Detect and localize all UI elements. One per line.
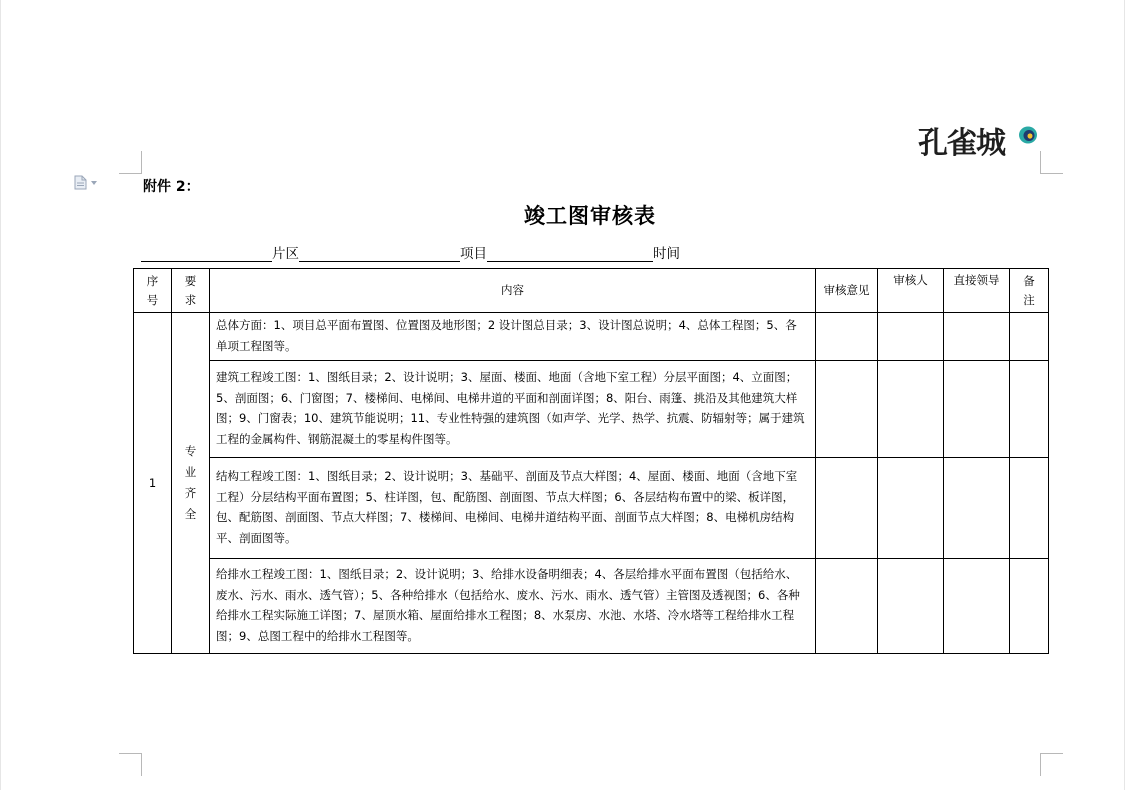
project-blank[interactable]: [299, 244, 460, 262]
info-line: [141, 242, 680, 262]
chevron-down-icon: [91, 181, 97, 185]
header-content: 内容: [210, 269, 816, 313]
remarks-cell[interactable]: [1010, 313, 1049, 361]
header-leader: 直接领导: [944, 269, 1010, 313]
time-blank[interactable]: [487, 244, 653, 262]
content-cell-plumbing: 给排水工程竣工图：1、图纸目录；2、设计说明；3、给排水设备明细表；4、各层给排水平面布置图（包括给水、废水、污水、雨水、透气管）；5、各种给排水（包括给水、废水、污水、雨水、透气管）主管图及透视图；6、各种给排水工程实际施工详图；7、屋顶水箱、屋面给排水工程图；8、水泵房、水池、水塔、冷水塔等工程给排水工程图；9、总图工程中的给排水工程图等。: [210, 559, 816, 654]
crop-mark-top-left: [119, 151, 142, 174]
remarks-cell[interactable]: [1010, 458, 1049, 559]
review-opinion-cell[interactable]: [816, 458, 878, 559]
table-row: [134, 458, 1049, 559]
review-opinion-cell[interactable]: [816, 361, 878, 458]
crop-mark-top-right: [1040, 151, 1063, 174]
leader-cell[interactable]: [944, 361, 1010, 458]
crop-mark-bottom-right: [1040, 753, 1063, 776]
seq-cell: 1: [134, 313, 172, 654]
table-row: [134, 361, 1049, 458]
crop-mark-bottom-left: [119, 753, 142, 776]
project-label: 项目: [460, 246, 487, 262]
paragraph-handle[interactable]: [74, 175, 97, 190]
content-cell-architecture: 建筑工程竣工图：1、图纸目录；2、设计说明；3、屋面、楼面、地面（含地下室工程）分层平面图；4、立面图；5、剖面图；6、门窗图；7、楼梯间、电梯间、电梯井道的平面和剖面详图；8、阳台、雨篷、挑沿及其他建筑大样图；9、门窗表；10、建筑节能说明；11、专业性特强的建筑图（如声学、光学、热学、抗震、防辐射等；属于建筑工程的金属构件、钢筋混凝土的零星构件图等。: [210, 361, 816, 458]
header-reviewer: 审核人: [878, 269, 944, 313]
company-logo: [918, 122, 1043, 164]
requirement-cell: 专业齐全: [172, 313, 210, 654]
leader-cell[interactable]: [944, 559, 1010, 654]
content-cell-structure: 结构工程竣工图：1、图纸目录；2、设计说明；3、基础平、剖面及节点大样图；4、屋面、楼面、地面（含地下室工程）分层结构平面布置图；5、柱详图，包、配筋图、剖面图、节点大样图；6、各层结构布置中的梁、板详图，包、配筋图、剖面图、节点大样图；7、楼梯间、电梯间、电梯井道结构平面、剖面节点大样图；8、电梯机房结构平、剖面图等。: [210, 458, 816, 559]
logo-text: 孔雀城: [918, 126, 1005, 161]
reviewer-cell[interactable]: [878, 559, 944, 654]
header-remarks: 备注: [1010, 269, 1049, 313]
page-title: 竣工图审核表: [524, 204, 656, 228]
leader-cell[interactable]: [944, 313, 1010, 361]
area-blank[interactable]: [141, 244, 272, 262]
reviewer-cell[interactable]: [878, 313, 944, 361]
header-requirement: 要求: [172, 269, 210, 313]
area-label: 片区: [272, 246, 299, 262]
document-icon: [74, 175, 87, 190]
table-row: [134, 313, 1049, 361]
reviewer-cell[interactable]: [878, 361, 944, 458]
time-label: 时间: [653, 246, 680, 262]
review-opinion-cell[interactable]: [816, 559, 878, 654]
remarks-cell[interactable]: [1010, 559, 1049, 654]
review-opinion-cell[interactable]: [816, 313, 878, 361]
review-table: [133, 268, 1049, 654]
reviewer-cell[interactable]: [878, 458, 944, 559]
table-header-row: [134, 269, 1049, 313]
attachment-label: 附件 2：: [143, 179, 200, 195]
content-cell-general: 总体方面：1、项目总平面布置图、位置图及地形图；2 设计图总目录；3、设计图总说明；4、总体工程图；5、各单项工程图等。: [210, 313, 816, 361]
remarks-cell[interactable]: [1010, 361, 1049, 458]
page-left-edge: [0, 0, 1, 790]
header-seq: 序号: [134, 269, 172, 313]
table-row: [134, 559, 1049, 654]
leader-cell[interactable]: [944, 458, 1010, 559]
peacock-feather-icon: [1016, 124, 1040, 148]
header-review-opinion: 审核意见: [816, 269, 878, 313]
